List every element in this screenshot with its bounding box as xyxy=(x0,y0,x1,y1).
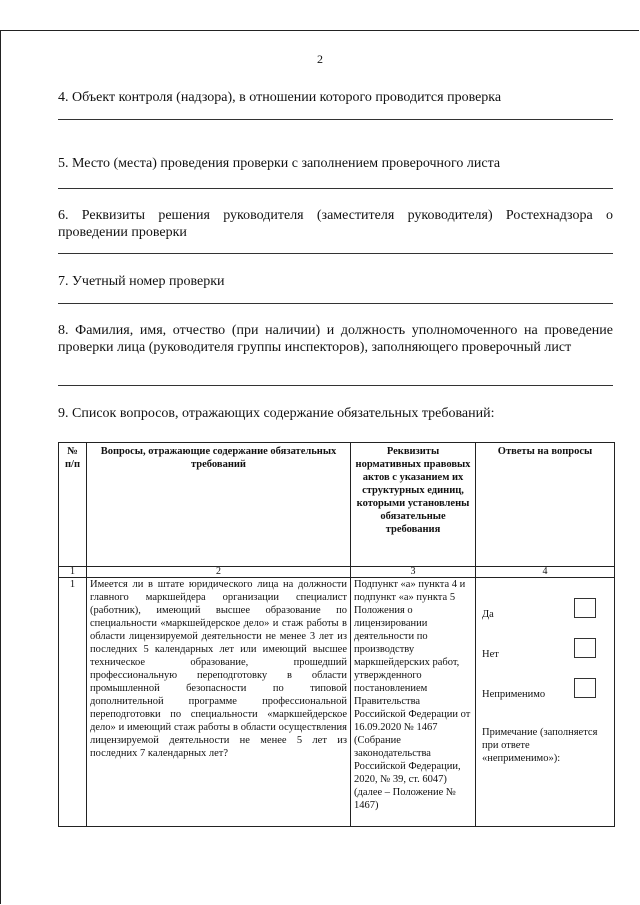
answer-na-checkbox[interactable] xyxy=(574,678,596,698)
header-requisites: Реквизиты нормативных правовых актов с указанием их структурных единиц, которыми установлены обязательные требования xyxy=(351,443,476,567)
section-6-label: 6. Реквизиты решения руководителя (заместителя руководителя) Ростехнадзора о проведении проверки xyxy=(58,208,613,240)
table-row xyxy=(59,578,615,827)
column-number: 2 xyxy=(87,567,351,578)
answers-cell xyxy=(476,578,615,827)
section-7-field[interactable] xyxy=(58,303,613,304)
section-5-label: 5. Место (места) проведения проверки с заполнением проверочного листа xyxy=(58,156,501,171)
section-9-label: 9. Список вопросов, отражающих содержание обязательных требований: xyxy=(58,406,495,421)
section-7-label: 7. Учетный номер проверки xyxy=(58,274,225,289)
column-number: 4 xyxy=(476,567,615,578)
row-number: 1 xyxy=(59,578,87,827)
note-label: Примечание (заполняется при ответе «неприменимо»): xyxy=(482,727,598,764)
header-no: № п/п xyxy=(59,443,87,567)
question-text: Имеется ли в штате юридического лица на должности главного маркшейдера организации специалист (работник), имеющий высшее образование по специальности «маркшейдерское дело» и стаж работы в области лицензируемой деятельности не менее 3 лет из последних 5 календарных лет или имеющий высшее техническое образование, прошедший профессиональную переподготовку в области промышленной безопасности по типовой дополнительной программе профессиональной переподготовки по специальности «маркшейдерское дело» и имеющий стаж работы в области осуществления лицензируемой деятельности не менее 5 лет из последних 7 календарных лет? xyxy=(87,578,351,827)
answer-na-label: Неприменимо xyxy=(482,689,546,700)
table-header-row xyxy=(59,443,615,567)
requisites-text: Подпункт «а» пункта 4 и подпункт «а» пункта 5 Положения о лицензировании деятельности по производству маркшейдерских работ, утвержденного постановлением Правительства Российской Федерации от 16.09.2020 № 1467 (Собрание законодательства Российской Федерации, 2020, № 39, ст. 6047) (далее – Положение № 1467) xyxy=(351,578,476,827)
answer-no-label: Нет xyxy=(482,649,499,660)
header-questions: Вопросы, отражающие содержание обязательных требований xyxy=(87,443,351,567)
section-8-label: 8. Фамилия, имя, отчество (при наличии) и должность уполномоченного на проведение проверки лица (руководителя группы инспекторов), заполняющего проверочный лист xyxy=(58,323,613,355)
section-8-field[interactable] xyxy=(58,385,613,386)
answer-no-checkbox[interactable] xyxy=(574,638,596,658)
section-6-field[interactable] xyxy=(58,253,613,254)
section-4-label: 4. Объект контроля (надзора), в отношении которого проводится проверка xyxy=(58,90,502,105)
answer-yes-checkbox[interactable] xyxy=(574,598,596,618)
header-answers: Ответы на вопросы xyxy=(476,443,615,567)
column-number: 3 xyxy=(351,567,476,578)
section-5-field[interactable] xyxy=(58,188,613,189)
page-number: 2 xyxy=(317,52,323,66)
column-number-row xyxy=(59,567,615,578)
requirements-table xyxy=(58,442,615,827)
answer-yes-label: Да xyxy=(482,609,494,620)
column-number: 1 xyxy=(59,567,87,578)
section-4-field[interactable] xyxy=(58,119,613,120)
